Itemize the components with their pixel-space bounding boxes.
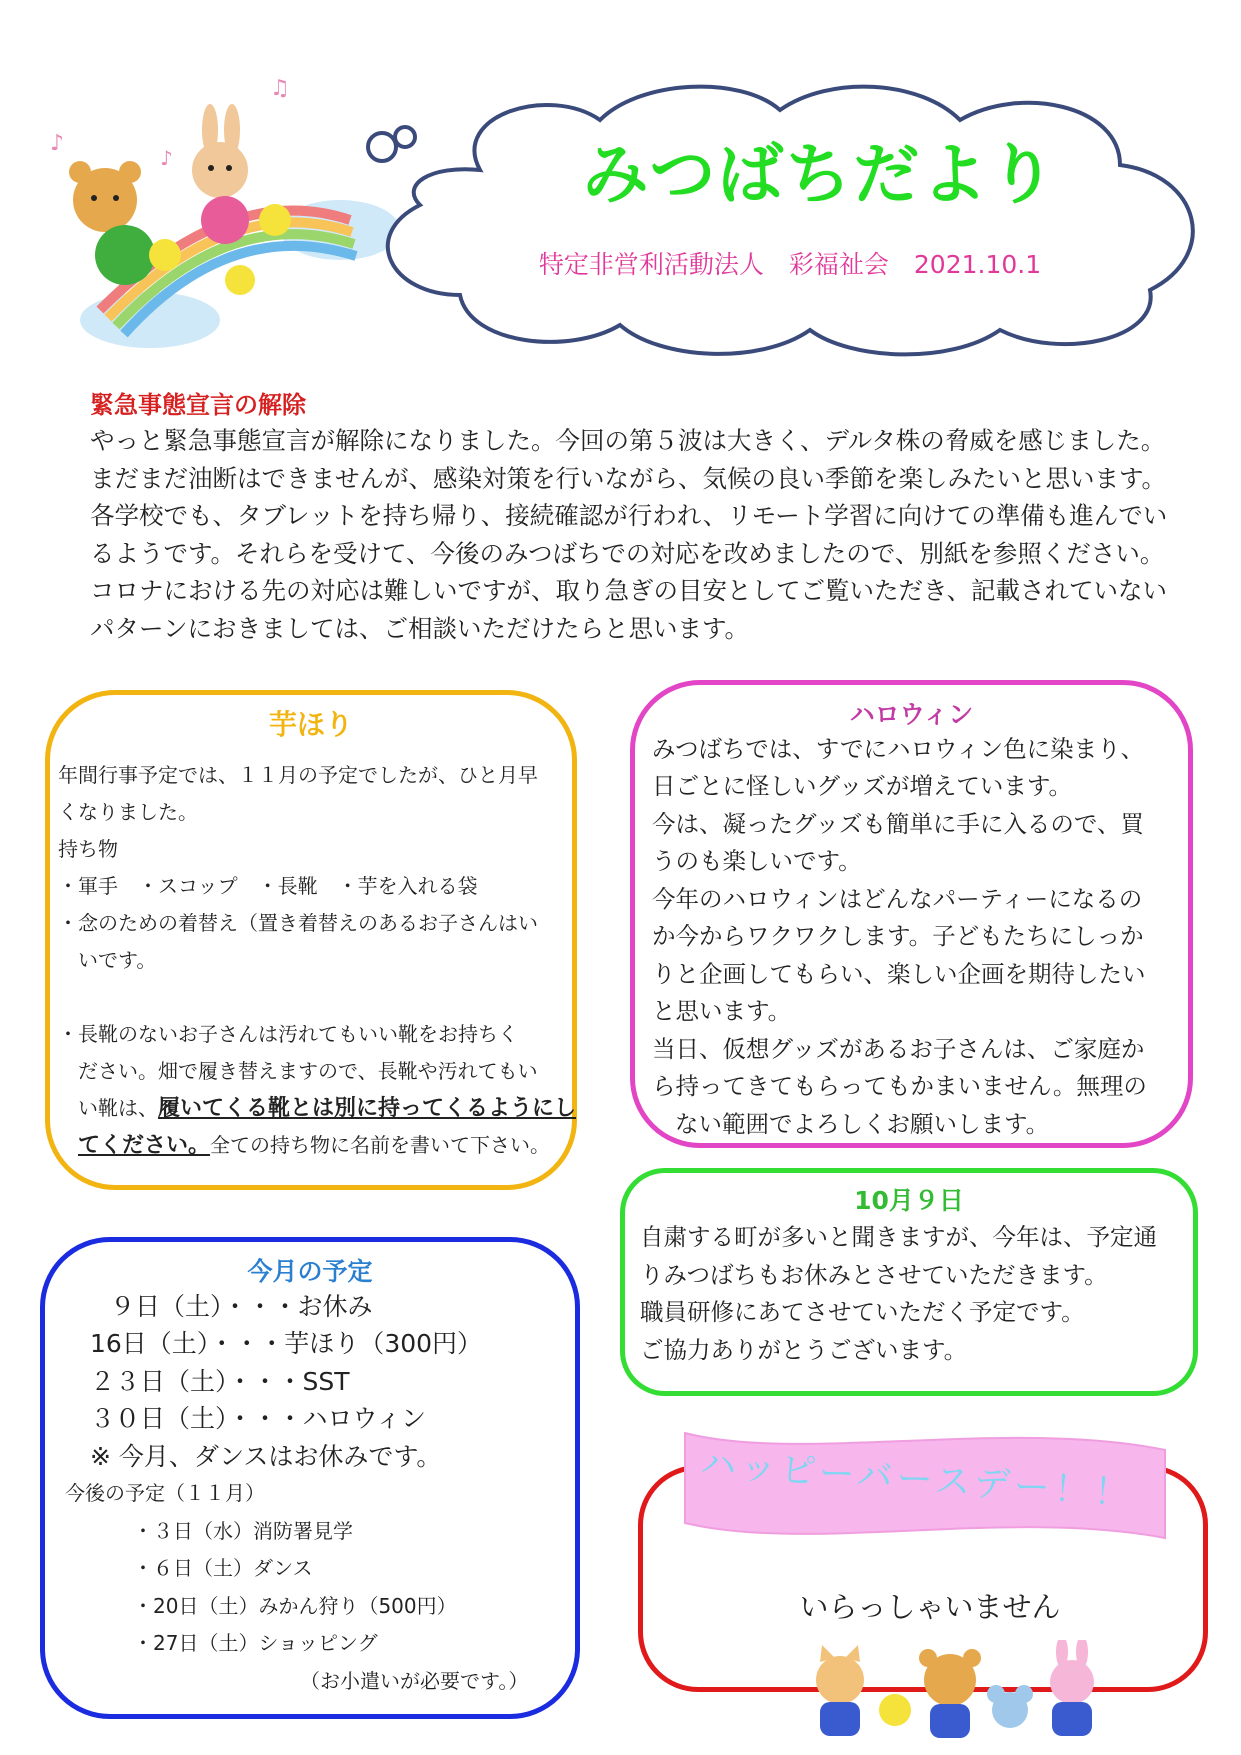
halloween-line: と思います。 bbox=[652, 997, 792, 1025]
imohori-text: い靴は、 bbox=[78, 1096, 158, 1120]
intro-line: パターンにおきましては、ご相談いただけたらと思います。 bbox=[90, 613, 750, 643]
cat-icon bbox=[816, 1645, 864, 1736]
future-item: ・３日（水）消防署見学 bbox=[133, 1519, 353, 1543]
halloween-line: ら持ってきてもらってもかまいません。無理の bbox=[652, 1072, 1147, 1100]
oct9-section bbox=[620, 1168, 1198, 1396]
rainbow-animals-illustration bbox=[30, 70, 410, 350]
halloween-line: うのも楽しいです。 bbox=[652, 847, 862, 875]
future-item: ・27日（土）ショッピング bbox=[133, 1631, 378, 1655]
halloween-line: りと企画してもらい、楽しい企画を期待したい bbox=[652, 960, 1146, 988]
intro-body bbox=[90, 422, 1190, 648]
birthday-message: いらっしゃいません bbox=[799, 1590, 1061, 1624]
mouse-icon bbox=[987, 1685, 1033, 1728]
schedule-item: ９日（土）・・・お休み bbox=[110, 1292, 373, 1321]
schedule-title: 今月の予定 bbox=[247, 1257, 373, 1286]
imohori-title: 芋ほり bbox=[268, 708, 353, 741]
intro-line: るようです。それらを受けて、今後のみつばちでの対応を改めましたので、別紙を参照ください。 bbox=[90, 538, 1165, 568]
intro-heading: 緊急事態宣言の解除 bbox=[90, 391, 306, 419]
imohori-line: ・軍手 ・スコップ ・長靴 ・芋を入れる袋 bbox=[58, 874, 478, 898]
oct9-line: りみつばちもお休みとさせていただきます。 bbox=[640, 1261, 1108, 1289]
newsletter-title: みつばちだより bbox=[582, 136, 1058, 213]
schedule-item: ２３日（土）・・・SST bbox=[90, 1367, 350, 1396]
imohori-line bbox=[78, 1090, 576, 1127]
intro-line: コロナにおける先の対応は難しいですが、取り急ぎの目安としてご覧いただき、記載されていない bbox=[90, 576, 1168, 606]
imohori-line: 持ち物 bbox=[58, 837, 118, 861]
halloween-line: 当日、仮想グッズがあるお子さんは、ご家庭か bbox=[652, 1035, 1145, 1063]
organization-date: 特定非営利活動法人 彩福祉会 2021.10.1 bbox=[538, 250, 1042, 279]
imohori-line: いです。 bbox=[78, 948, 157, 972]
future-heading: 今後の予定（１１月） bbox=[65, 1481, 265, 1505]
halloween-line: 日ごとに怪しいグッズが増えています。 bbox=[652, 772, 1072, 800]
oct9-line: ご協力ありがとうございます。 bbox=[640, 1336, 968, 1364]
halloween-line: みつばちでは、すでにハロウィン色に染まり、 bbox=[652, 735, 1145, 763]
schedule-section bbox=[40, 1237, 580, 1719]
schedule-item: ３０日（土）・・・ハロウィン bbox=[90, 1404, 427, 1433]
oct9-line: 自粛する町が多いと聞きますが、今年は、予定通 bbox=[640, 1223, 1157, 1251]
svg-text:♪: ♪ bbox=[50, 131, 65, 156]
animals-illustration bbox=[800, 1640, 1130, 1750]
future-item: ・６日（土）ダンス bbox=[133, 1556, 313, 1580]
rabbit-icon bbox=[192, 104, 249, 244]
imohori-line: ださい。畑で履き替えますので、長靴や汚れてもい bbox=[78, 1059, 538, 1083]
intro-line: 各学校でも、タブレットを持ち帰り、接続確認が行われ、リモート学習に向けての準備も進んでい bbox=[90, 501, 1168, 531]
imohori-line: ・長靴のないお子さんは汚れてもいい靴をお持ちく bbox=[58, 1022, 518, 1046]
halloween-line: か今からワクワクします。子どもたちにしっか bbox=[652, 922, 1144, 950]
imohori-line: くなりました。 bbox=[58, 800, 198, 824]
imohori-section bbox=[45, 690, 577, 1190]
imohori-emphasis: てください。 bbox=[78, 1133, 211, 1158]
halloween-title: ハロウィン bbox=[849, 700, 974, 729]
halloween-section bbox=[630, 680, 1193, 1148]
intro-line: やっと緊急事態宣言が解除になりました。今回の第５波は大きく、デルタ株の脅威を感じました。 bbox=[90, 426, 1166, 455]
halloween-line: 今は、凝ったグッズも簡単に手に入るので、買 bbox=[652, 810, 1144, 838]
svg-text:♪: ♪ bbox=[160, 146, 173, 170]
imohori-line: ・念のための着替え（置き着替えのあるお子さんはい bbox=[58, 911, 538, 935]
future-item: ・20日（土）みかん狩り（500円） bbox=[133, 1594, 457, 1618]
future-note: （お小遣いが必要です。） bbox=[300, 1669, 529, 1693]
title-cloud bbox=[360, 75, 1220, 365]
bear-icon bbox=[69, 161, 155, 285]
imohori-line bbox=[78, 1127, 550, 1164]
halloween-line: ない範囲でよろしくお願いします。 bbox=[675, 1110, 1050, 1138]
oct9-title: 10月９日 bbox=[854, 1186, 964, 1215]
halloween-line: 今年のハロウィンはどんなパーティーになるの bbox=[652, 885, 1143, 913]
intro-line: まだまだ油断はできませんが、感染対策を行いながら、気候の良い季節を楽しみたいと思います。 bbox=[90, 463, 1167, 493]
imohori-line: 年間行事予定では、１１月の予定でしたが、ひと月早 bbox=[58, 763, 538, 787]
rabbit-icon bbox=[1050, 1640, 1094, 1736]
bear-icon bbox=[919, 1649, 981, 1738]
chick-icon bbox=[879, 1694, 911, 1726]
imohori-text: 全ての持ち物に名前を書いて下さい。 bbox=[210, 1133, 551, 1157]
svg-text:♫: ♫ bbox=[270, 76, 290, 101]
imohori-emphasis: 履いてくる靴とは別に持ってくるようにし bbox=[158, 1096, 577, 1121]
birthday-banner-text: ハッピーバースデー！！ bbox=[698, 1443, 1135, 1516]
oct9-line: 職員研修にあてさせていただく予定です。 bbox=[640, 1298, 1085, 1326]
schedule-note: ※ 今月、ダンスはお休みです。 bbox=[90, 1442, 442, 1471]
schedule-item: 16日（土）・・・芋ほり（300円） bbox=[90, 1329, 483, 1358]
